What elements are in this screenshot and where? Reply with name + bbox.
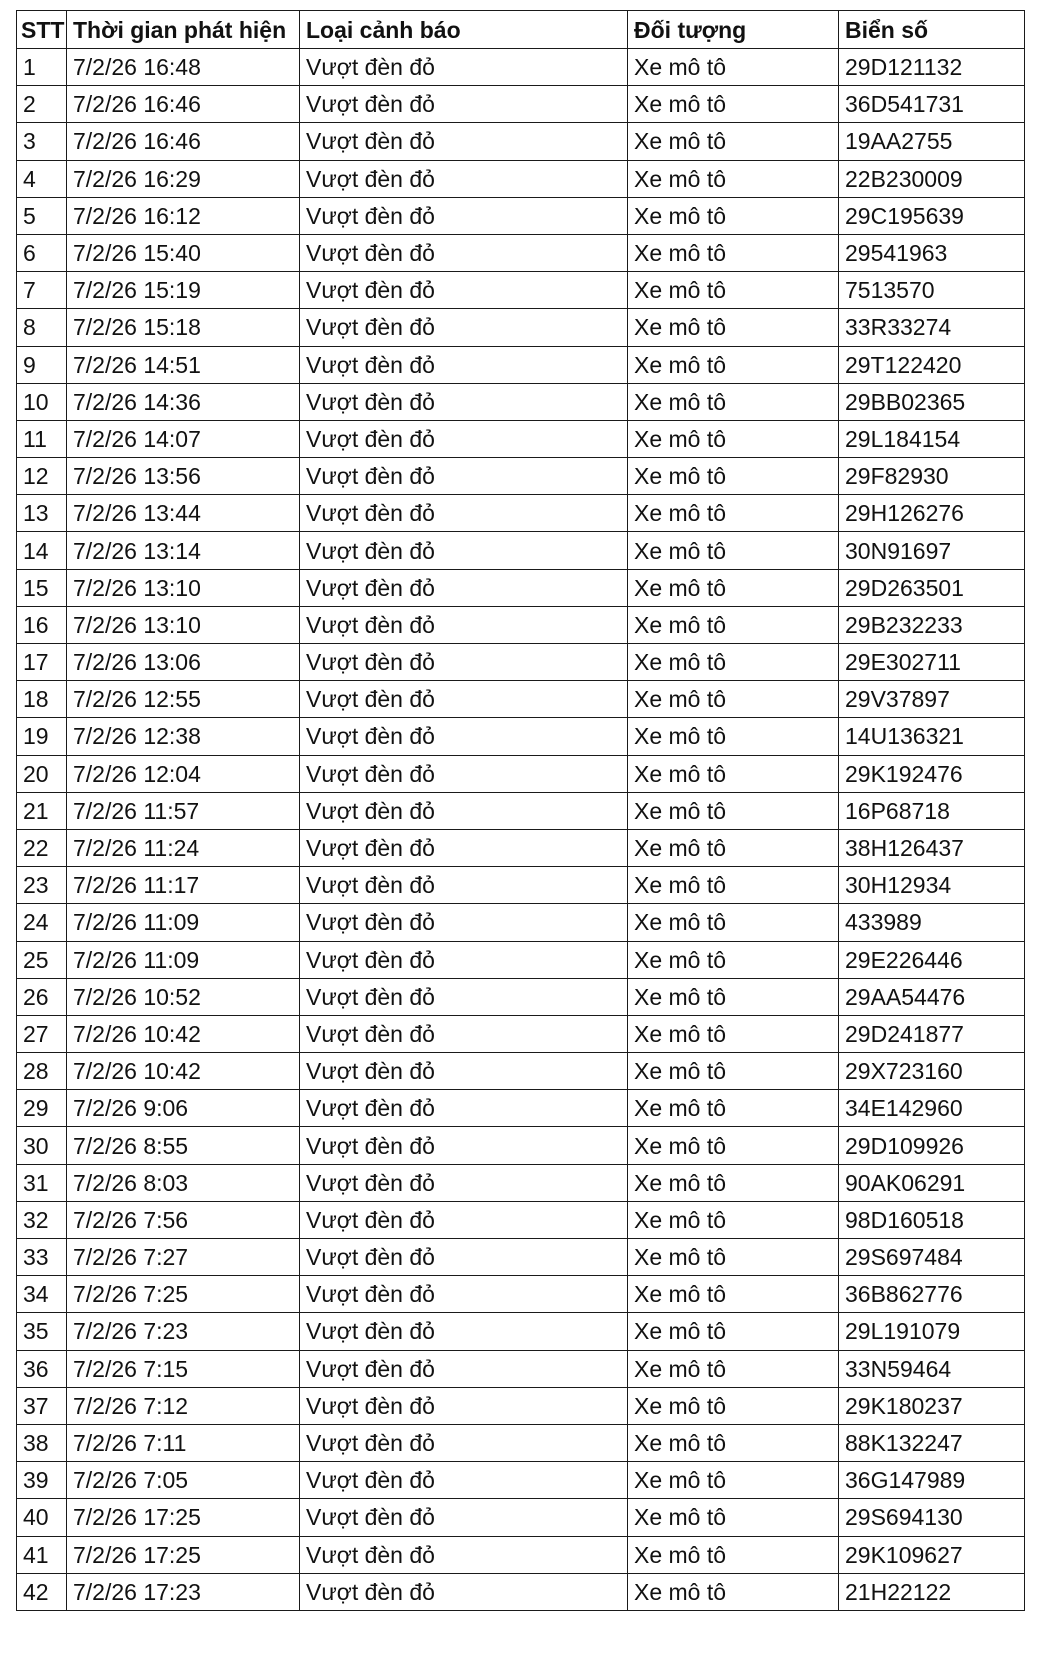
cell-alert-type: Vượt đèn đỏ: [300, 309, 628, 346]
cell-detection-time: 7/2/26 10:42: [67, 1015, 300, 1052]
cell-detection-time: 7/2/26 9:06: [67, 1090, 300, 1127]
cell-detection-time: 7/2/26 8:03: [67, 1164, 300, 1201]
cell-license-plate: 29S694130: [839, 1499, 1025, 1536]
cell-license-plate: 29K192476: [839, 755, 1025, 792]
cell-stt: 17: [17, 644, 67, 681]
cell-subject: Xe mô tô: [628, 49, 839, 86]
cell-detection-time: 7/2/26 11:09: [67, 941, 300, 978]
cell-detection-time: 7/2/26 10:42: [67, 1053, 300, 1090]
cell-license-plate: 29K180237: [839, 1387, 1025, 1424]
cell-stt: 22: [17, 829, 67, 866]
cell-subject: Xe mô tô: [628, 1499, 839, 1536]
cell-stt: 42: [17, 1573, 67, 1610]
table-body: [17, 49, 1025, 1611]
cell-subject: Xe mô tô: [628, 160, 839, 197]
cell-alert-type: Vượt đèn đỏ: [300, 1164, 628, 1201]
cell-detection-time: 7/2/26 12:38: [67, 718, 300, 755]
cell-subject: Xe mô tô: [628, 86, 839, 123]
table-row: [17, 681, 1025, 718]
cell-detection-time: 7/2/26 16:29: [67, 160, 300, 197]
cell-license-plate: 19AA2755: [839, 123, 1025, 160]
cell-subject: Xe mô tô: [628, 1573, 839, 1610]
cell-license-plate: 88K132247: [839, 1424, 1025, 1461]
cell-subject: Xe mô tô: [628, 383, 839, 420]
cell-alert-type: Vượt đèn đỏ: [300, 755, 628, 792]
cell-stt: 38: [17, 1424, 67, 1461]
cell-detection-time: 7/2/26 7:23: [67, 1313, 300, 1350]
cell-license-plate: 29B232233: [839, 606, 1025, 643]
cell-license-plate: 7513570: [839, 272, 1025, 309]
cell-subject: Xe mô tô: [628, 1350, 839, 1387]
cell-subject: Xe mô tô: [628, 346, 839, 383]
cell-stt: 5: [17, 197, 67, 234]
cell-alert-type: Vượt đèn đỏ: [300, 644, 628, 681]
cell-detection-time: 7/2/26 11:09: [67, 904, 300, 941]
cell-license-plate: 14U136321: [839, 718, 1025, 755]
cell-stt: 36: [17, 1350, 67, 1387]
table-row: [17, 644, 1025, 681]
cell-license-plate: 29T122420: [839, 346, 1025, 383]
cell-detection-time: 7/2/26 13:10: [67, 569, 300, 606]
table-row: [17, 829, 1025, 866]
cell-license-plate: 29H126276: [839, 495, 1025, 532]
cell-license-plate: 21H22122: [839, 1573, 1025, 1610]
cell-stt: 6: [17, 234, 67, 271]
cell-subject: Xe mô tô: [628, 1090, 839, 1127]
cell-detection-time: 7/2/26 13:10: [67, 606, 300, 643]
cell-stt: 7: [17, 272, 67, 309]
table-row: [17, 234, 1025, 271]
cell-alert-type: Vượt đèn đỏ: [300, 1536, 628, 1573]
cell-alert-type: Vượt đèn đỏ: [300, 904, 628, 941]
cell-alert-type: Vượt đèn đỏ: [300, 978, 628, 1015]
cell-subject: Xe mô tô: [628, 272, 839, 309]
cell-alert-type: Vượt đèn đỏ: [300, 1499, 628, 1536]
table-row: [17, 792, 1025, 829]
cell-detection-time: 7/2/26 7:15: [67, 1350, 300, 1387]
cell-detection-time: 7/2/26 7:27: [67, 1239, 300, 1276]
header-row: [17, 11, 1025, 49]
cell-alert-type: Vượt đèn đỏ: [300, 123, 628, 160]
cell-subject: Xe mô tô: [628, 644, 839, 681]
cell-stt: 18: [17, 681, 67, 718]
cell-stt: 34: [17, 1276, 67, 1313]
cell-subject: Xe mô tô: [628, 309, 839, 346]
table-row: [17, 755, 1025, 792]
cell-license-plate: 29C195639: [839, 197, 1025, 234]
cell-license-plate: 98D160518: [839, 1201, 1025, 1238]
table-row: [17, 1536, 1025, 1573]
cell-subject: Xe mô tô: [628, 941, 839, 978]
cell-stt: 27: [17, 1015, 67, 1052]
cell-stt: 33: [17, 1239, 67, 1276]
table-row: [17, 383, 1025, 420]
cell-subject: Xe mô tô: [628, 904, 839, 941]
cell-stt: 24: [17, 904, 67, 941]
cell-stt: 4: [17, 160, 67, 197]
cell-stt: 26: [17, 978, 67, 1015]
cell-license-plate: 29D109926: [839, 1127, 1025, 1164]
cell-detection-time: 7/2/26 7:05: [67, 1462, 300, 1499]
cell-subject: Xe mô tô: [628, 1424, 839, 1461]
table-row: [17, 904, 1025, 941]
cell-stt: 9: [17, 346, 67, 383]
table-row: [17, 941, 1025, 978]
cell-license-plate: 29L191079: [839, 1313, 1025, 1350]
table-row: [17, 1053, 1025, 1090]
cell-subject: Xe mô tô: [628, 1015, 839, 1052]
cell-alert-type: Vượt đèn đỏ: [300, 1573, 628, 1610]
cell-alert-type: Vượt đèn đỏ: [300, 681, 628, 718]
cell-stt: 2: [17, 86, 67, 123]
cell-alert-type: Vượt đèn đỏ: [300, 197, 628, 234]
cell-detection-time: 7/2/26 7:25: [67, 1276, 300, 1313]
cell-subject: Xe mô tô: [628, 792, 839, 829]
table-row: [17, 978, 1025, 1015]
table-row: [17, 1350, 1025, 1387]
cell-detection-time: 7/2/26 12:55: [67, 681, 300, 718]
cell-stt: 20: [17, 755, 67, 792]
table-row: [17, 1127, 1025, 1164]
cell-license-plate: 29K109627: [839, 1536, 1025, 1573]
cell-subject: Xe mô tô: [628, 1276, 839, 1313]
cell-stt: 8: [17, 309, 67, 346]
cell-alert-type: Vượt đèn đỏ: [300, 272, 628, 309]
cell-alert-type: Vượt đèn đỏ: [300, 1350, 628, 1387]
cell-subject: Xe mô tô: [628, 606, 839, 643]
cell-alert-type: Vượt đèn đỏ: [300, 458, 628, 495]
cell-stt: 39: [17, 1462, 67, 1499]
cell-stt: 23: [17, 867, 67, 904]
cell-subject: Xe mô tô: [628, 234, 839, 271]
cell-alert-type: Vượt đèn đỏ: [300, 606, 628, 643]
cell-subject: Xe mô tô: [628, 197, 839, 234]
cell-subject: Xe mô tô: [628, 1164, 839, 1201]
header-stt: STT: [17, 11, 67, 49]
cell-license-plate: 16P68718: [839, 792, 1025, 829]
table-row: [17, 606, 1025, 643]
table-row: [17, 346, 1025, 383]
cell-license-plate: 22B230009: [839, 160, 1025, 197]
cell-license-plate: 29S697484: [839, 1239, 1025, 1276]
cell-detection-time: 7/2/26 8:55: [67, 1127, 300, 1164]
cell-stt: 28: [17, 1053, 67, 1090]
cell-stt: 19: [17, 718, 67, 755]
header-subject: Đối tượng: [628, 11, 839, 49]
cell-license-plate: 433989: [839, 904, 1025, 941]
cell-alert-type: Vượt đèn đỏ: [300, 1276, 628, 1313]
cell-subject: Xe mô tô: [628, 458, 839, 495]
table-row: [17, 1387, 1025, 1424]
header-license-plate: Biển số: [839, 11, 1025, 49]
table-row: [17, 272, 1025, 309]
cell-detection-time: 7/2/26 14:36: [67, 383, 300, 420]
cell-alert-type: Vượt đèn đỏ: [300, 1424, 628, 1461]
header-detection-time: Thời gian phát hiện: [67, 11, 300, 49]
cell-stt: 29: [17, 1090, 67, 1127]
cell-detection-time: 7/2/26 16:46: [67, 86, 300, 123]
cell-subject: Xe mô tô: [628, 532, 839, 569]
table-row: [17, 86, 1025, 123]
table-row: [17, 420, 1025, 457]
cell-alert-type: Vượt đèn đỏ: [300, 569, 628, 606]
cell-stt: 15: [17, 569, 67, 606]
table-row: [17, 49, 1025, 86]
cell-license-plate: 36D541731: [839, 86, 1025, 123]
table-row: [17, 718, 1025, 755]
cell-license-plate: 33R33274: [839, 309, 1025, 346]
cell-detection-time: 7/2/26 13:06: [67, 644, 300, 681]
cell-license-plate: 36B862776: [839, 1276, 1025, 1313]
cell-stt: 3: [17, 123, 67, 160]
cell-alert-type: Vượt đèn đỏ: [300, 1201, 628, 1238]
cell-subject: Xe mô tô: [628, 1387, 839, 1424]
cell-license-plate: 29BB02365: [839, 383, 1025, 420]
cell-alert-type: Vượt đèn đỏ: [300, 1239, 628, 1276]
cell-detection-time: 7/2/26 14:07: [67, 420, 300, 457]
cell-alert-type: Vượt đèn đỏ: [300, 346, 628, 383]
cell-subject: Xe mô tô: [628, 978, 839, 1015]
cell-subject: Xe mô tô: [628, 718, 839, 755]
cell-detection-time: 7/2/26 16:48: [67, 49, 300, 86]
cell-detection-time: 7/2/26 10:52: [67, 978, 300, 1015]
cell-stt: 11: [17, 420, 67, 457]
cell-detection-time: 7/2/26 17:25: [67, 1536, 300, 1573]
cell-detection-time: 7/2/26 11:17: [67, 867, 300, 904]
table-row: [17, 495, 1025, 532]
cell-subject: Xe mô tô: [628, 1239, 839, 1276]
cell-license-plate: 90AK06291: [839, 1164, 1025, 1201]
table-row: [17, 867, 1025, 904]
cell-subject: Xe mô tô: [628, 1201, 839, 1238]
cell-license-plate: 36G147989: [839, 1462, 1025, 1499]
cell-license-plate: 29X723160: [839, 1053, 1025, 1090]
cell-stt: 30: [17, 1127, 67, 1164]
cell-license-plate: 30H12934: [839, 867, 1025, 904]
cell-license-plate: 29AA54476: [839, 978, 1025, 1015]
table-row: [17, 197, 1025, 234]
cell-detection-time: 7/2/26 16:12: [67, 197, 300, 234]
cell-license-plate: 29L184154: [839, 420, 1025, 457]
cell-alert-type: Vượt đèn đỏ: [300, 1090, 628, 1127]
cell-alert-type: Vượt đèn đỏ: [300, 867, 628, 904]
cell-alert-type: Vượt đèn đỏ: [300, 495, 628, 532]
cell-license-plate: 29D263501: [839, 569, 1025, 606]
cell-alert-type: Vượt đèn đỏ: [300, 1313, 628, 1350]
table-row: [17, 1276, 1025, 1313]
cell-detection-time: 7/2/26 7:56: [67, 1201, 300, 1238]
cell-subject: Xe mô tô: [628, 1313, 839, 1350]
table-row: [17, 1090, 1025, 1127]
cell-alert-type: Vượt đèn đỏ: [300, 49, 628, 86]
cell-subject: Xe mô tô: [628, 123, 839, 160]
table-row: [17, 160, 1025, 197]
cell-stt: 41: [17, 1536, 67, 1573]
table-row: [17, 569, 1025, 606]
cell-subject: Xe mô tô: [628, 755, 839, 792]
cell-detection-time: 7/2/26 7:12: [67, 1387, 300, 1424]
cell-alert-type: Vượt đèn đỏ: [300, 234, 628, 271]
cell-stt: 10: [17, 383, 67, 420]
table-row: [17, 1313, 1025, 1350]
table-row: [17, 458, 1025, 495]
cell-detection-time: 7/2/26 7:11: [67, 1424, 300, 1461]
cell-detection-time: 7/2/26 17:23: [67, 1573, 300, 1610]
cell-alert-type: Vượt đèn đỏ: [300, 941, 628, 978]
cell-alert-type: Vượt đèn đỏ: [300, 160, 628, 197]
cell-alert-type: Vượt đèn đỏ: [300, 792, 628, 829]
cell-license-plate: 29F82930: [839, 458, 1025, 495]
cell-license-plate: 33N59464: [839, 1350, 1025, 1387]
cell-subject: Xe mô tô: [628, 420, 839, 457]
cell-detection-time: 7/2/26 17:25: [67, 1499, 300, 1536]
cell-alert-type: Vượt đèn đỏ: [300, 829, 628, 866]
cell-detection-time: 7/2/26 11:24: [67, 829, 300, 866]
cell-stt: 35: [17, 1313, 67, 1350]
cell-alert-type: Vượt đèn đỏ: [300, 532, 628, 569]
cell-license-plate: 38H126437: [839, 829, 1025, 866]
cell-stt: 13: [17, 495, 67, 532]
table-row: [17, 123, 1025, 160]
cell-subject: Xe mô tô: [628, 1462, 839, 1499]
cell-alert-type: Vượt đèn đỏ: [300, 1127, 628, 1164]
cell-alert-type: Vượt đèn đỏ: [300, 718, 628, 755]
table-row: [17, 532, 1025, 569]
cell-alert-type: Vượt đèn đỏ: [300, 1053, 628, 1090]
cell-stt: 31: [17, 1164, 67, 1201]
cell-subject: Xe mô tô: [628, 1053, 839, 1090]
table-row: [17, 1201, 1025, 1238]
cell-detection-time: 7/2/26 14:51: [67, 346, 300, 383]
cell-license-plate: 29D241877: [839, 1015, 1025, 1052]
cell-stt: 32: [17, 1201, 67, 1238]
cell-detection-time: 7/2/26 13:44: [67, 495, 300, 532]
cell-subject: Xe mô tô: [628, 1127, 839, 1164]
cell-subject: Xe mô tô: [628, 867, 839, 904]
table-row: [17, 309, 1025, 346]
cell-detection-time: 7/2/26 11:57: [67, 792, 300, 829]
cell-detection-time: 7/2/26 13:56: [67, 458, 300, 495]
cell-subject: Xe mô tô: [628, 569, 839, 606]
table-row: [17, 1462, 1025, 1499]
cell-subject: Xe mô tô: [628, 829, 839, 866]
cell-detection-time: 7/2/26 15:40: [67, 234, 300, 271]
cell-stt: 14: [17, 532, 67, 569]
cell-alert-type: Vượt đèn đỏ: [300, 420, 628, 457]
cell-alert-type: Vượt đèn đỏ: [300, 86, 628, 123]
cell-stt: 25: [17, 941, 67, 978]
violation-table: [16, 10, 1025, 1611]
cell-subject: Xe mô tô: [628, 1536, 839, 1573]
cell-stt: 1: [17, 49, 67, 86]
cell-stt: 12: [17, 458, 67, 495]
cell-license-plate: 29E226446: [839, 941, 1025, 978]
cell-stt: 21: [17, 792, 67, 829]
cell-alert-type: Vượt đèn đỏ: [300, 1015, 628, 1052]
cell-detection-time: 7/2/26 15:19: [67, 272, 300, 309]
table-row: [17, 1164, 1025, 1201]
cell-alert-type: Vượt đèn đỏ: [300, 383, 628, 420]
cell-subject: Xe mô tô: [628, 495, 839, 532]
cell-license-plate: 34E142960: [839, 1090, 1025, 1127]
cell-detection-time: 7/2/26 16:46: [67, 123, 300, 160]
cell-stt: 40: [17, 1499, 67, 1536]
cell-stt: 16: [17, 606, 67, 643]
cell-license-plate: 29E302711: [839, 644, 1025, 681]
table-row: [17, 1499, 1025, 1536]
cell-stt: 37: [17, 1387, 67, 1424]
cell-detection-time: 7/2/26 15:18: [67, 309, 300, 346]
table-row: [17, 1015, 1025, 1052]
table-row: [17, 1424, 1025, 1461]
cell-license-plate: 29541963: [839, 234, 1025, 271]
cell-license-plate: 29V37897: [839, 681, 1025, 718]
cell-license-plate: 30N91697: [839, 532, 1025, 569]
cell-alert-type: Vượt đèn đỏ: [300, 1462, 628, 1499]
cell-license-plate: 29D121132: [839, 49, 1025, 86]
table-row: [17, 1573, 1025, 1610]
cell-detection-time: 7/2/26 12:04: [67, 755, 300, 792]
cell-alert-type: Vượt đèn đỏ: [300, 1387, 628, 1424]
cell-detection-time: 7/2/26 13:14: [67, 532, 300, 569]
cell-subject: Xe mô tô: [628, 681, 839, 718]
header-alert-type: Loại cảnh báo: [300, 11, 628, 49]
table-row: [17, 1239, 1025, 1276]
